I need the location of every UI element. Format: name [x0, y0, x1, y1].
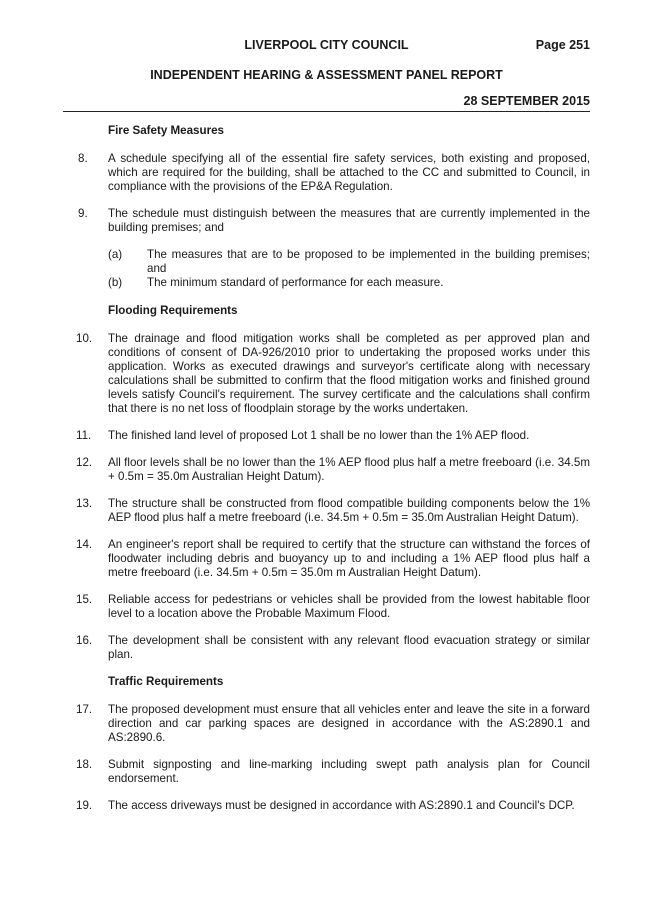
condition-text: All floor levels shall be no lower than the 1% AEP flood plus half a metre freeboard (i.e. 34.5m + 0.5m = 35.0m Australian Height Datum).: [108, 456, 590, 483]
document-body: [0, 124, 653, 826]
condition-item: [76, 429, 590, 443]
condition-number: 10.: [76, 332, 93, 345]
header-top-line: [0, 38, 653, 56]
header-divider: [63, 111, 590, 112]
sub-item-label: (b): [108, 276, 123, 289]
condition-number: 16.: [76, 634, 93, 647]
condition-text: Reliable access for pedestrians or vehicles shall be provided from the lowest habitable floor level to a location above the Probable Maximum Flood.: [108, 593, 590, 620]
condition-item: [76, 799, 590, 813]
condition-text: The proposed development must ensure that all vehicles enter and leave the site in a forward direction and car parking spaces are designed in accordance with the AS:2890.1 and AS:2890.6.: [108, 703, 590, 744]
condition-item: [76, 593, 590, 621]
council-name: LIVERPOOL CITY COUNCIL: [244, 38, 409, 52]
condition-number: 11.: [76, 429, 92, 442]
sub-item-text: The measures that are to be proposed to be implemented in the building premises; and: [147, 248, 590, 275]
sub-item: [108, 248, 590, 276]
condition-item: [76, 538, 590, 580]
report-title: INDEPENDENT HEARING & ASSESSMENT PANEL REPORT: [150, 68, 503, 82]
condition-item: [76, 497, 590, 525]
condition-text: A schedule specifying all of the essential fire safety services, both existing and proposed, which are required for the building, shall be attached to the CC and submitted to Council, in compliance with the provisions of the EP&A Regulation.: [108, 152, 590, 193]
condition-number: 12.: [76, 456, 93, 469]
section-heading-traffic: Traffic Requirements: [108, 675, 224, 688]
sub-item-text: The minimum standard of performance for each measure.: [147, 276, 444, 289]
condition-text: Submit signposting and line-marking including swept path analysis plan for Council endorsement.: [108, 758, 590, 785]
condition-item: [76, 332, 590, 416]
condition-text: An engineer's report shall be required to certify that the structure can withstand the forces of floodwater including debris and buoyancy up to and including a 1% AEP flood plus half a metre freeboard (i.e. 34.5m + 0.5m = 35.0m m Australian Height Datum).: [108, 538, 590, 579]
condition-item: [76, 456, 590, 484]
condition-number: 19.: [76, 799, 93, 812]
sub-item-label: (a): [108, 248, 123, 261]
condition-number: 9.: [78, 207, 88, 220]
sub-item: [108, 276, 590, 290]
condition-text: The access driveways must be designed in accordance with AS:2890.1 and Council's DCP.: [108, 799, 575, 812]
condition-number: 17.: [76, 703, 93, 716]
report-date: 28 SEPTEMBER 2015: [463, 94, 590, 108]
condition-item: [76, 703, 590, 745]
condition-text: The structure shall be constructed from flood compatible building components below the 1% AEP flood plus half a metre freeboard (i.e. 34.5m + 0.5m = 35.0m Australian Height Datum).: [108, 497, 590, 524]
condition-number: 8.: [78, 152, 88, 165]
condition-item: [78, 207, 590, 235]
condition-text: The drainage and flood mitigation works shall be completed as per approved plan and conditions of consent of DA-926/2010 prior to undertaking the proposed works under this application. Works as executed drawings and surveyor's certificate along with necessary calculations shall be submitted to confirm that the flood mitigation works and finished ground levels satisfy Council's requirement. The survey certificate and the calculations shall confirm that there is no net loss of floodplain storage by the works undertaken.: [108, 332, 590, 415]
condition-number: 13.: [76, 497, 93, 510]
condition-text: The schedule must distinguish between the measures that are currently implemented in the building premises; and: [108, 207, 590, 234]
section-heading-fire-safety: Fire Safety Measures: [108, 124, 224, 137]
condition-item: [78, 152, 590, 194]
condition-number: 15.: [76, 593, 93, 606]
section-heading-flooding: Flooding Requirements: [108, 304, 238, 317]
page-number: Page 251: [535, 38, 590, 52]
condition-text: The development shall be consistent with any relevant flood evacuation strategy or similar plan.: [108, 634, 590, 661]
condition-item: [76, 634, 590, 662]
condition-number: 14.: [76, 538, 93, 551]
condition-number: 18.: [76, 758, 93, 771]
condition-text: The finished land level of proposed Lot 1 shall be no lower than the 1% AEP flood.: [108, 429, 530, 442]
condition-item: [76, 758, 590, 786]
